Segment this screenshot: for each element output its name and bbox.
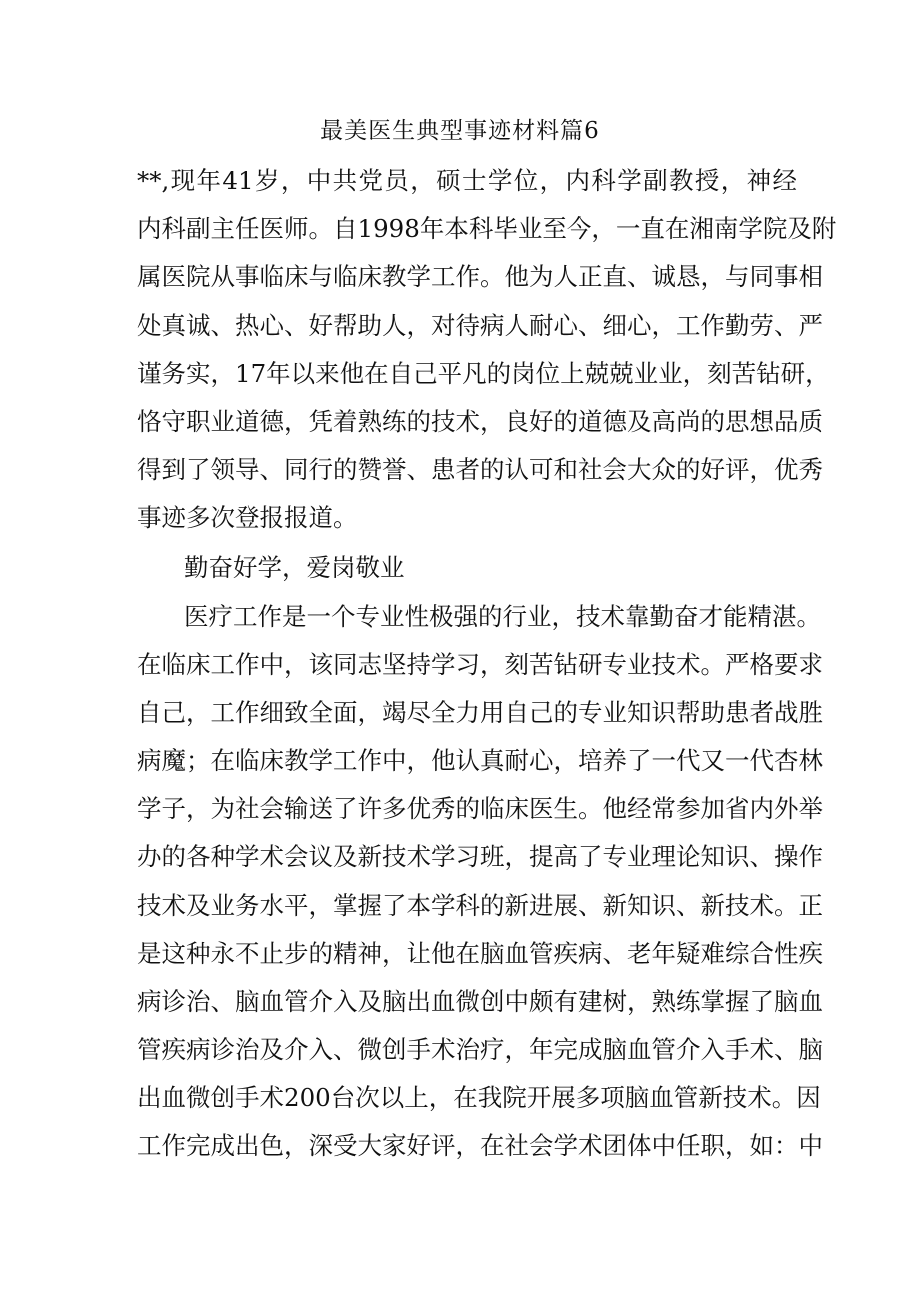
- paragraph-line: 技术及业务水平，掌握了本学科的新进展、新知识、新技术。正: [137, 891, 823, 920]
- paragraph-line: 恪守职业道德，凭着熟练的技术，良好的道德及高尚的思想品质: [137, 407, 823, 436]
- section-heading: 勤奋好学，爱岗敬业: [184, 553, 405, 582]
- paragraph-line: 得到了领导、同行的赞誉、患者的认可和社会大众的好评，优秀: [137, 455, 823, 484]
- paragraph-line: 医疗工作是一个专业性极强的行业，技术靠勤奋才能精湛。: [184, 602, 821, 631]
- paragraph-line: 工作完成出色，深受大家好评，在社会学术团体中任职，如：中: [137, 1131, 823, 1160]
- paragraph-line: 事迹多次登报报道。: [137, 503, 358, 532]
- paragraph-line: 自己，工作细致全面，竭尽全力用自己的专业知识帮助患者战胜: [137, 698, 823, 727]
- paragraph-line: 管疾病诊治及介入、微创手术治疗，年完成脑血管介入手术、脑: [137, 1035, 823, 1064]
- paragraph-line: 处真诚、热心、好帮助人，对待病人耐心、细心，工作勤劳、严: [137, 311, 823, 340]
- paragraph-line: 办的各种学术会议及新技术学习班，提高了专业理论知识、操作: [137, 842, 823, 871]
- paragraph-line: 病诊治、脑血管介入及脑出血微创中颇有建树，熟练掌握了脑血: [137, 987, 823, 1016]
- paragraph-line: 谨务实，17年以来他在自己平凡的岗位上兢兢业业，刻苦钻研，: [137, 359, 830, 388]
- paragraph-line: 学子，为社会输送了许多优秀的临床医生。他经常参加省内外举: [137, 794, 823, 823]
- paragraph-line: 出血微创手术200台次以上，在我院开展多项脑血管新技术。因: [137, 1083, 821, 1112]
- document-title: 最美医生典型事迹材料篇6: [320, 118, 600, 144]
- paragraph-line: 是这种永不止步的精神，让他在脑血管疾病、老年疑难综合性疾: [137, 939, 823, 968]
- paragraph-line: 属医院从事临床与临床教学工作。他为人正直、诚恳，与同事相: [137, 262, 823, 291]
- paragraph-line: **,现年41岁，中共党员，硕士学位，内科学副教授，神经: [137, 166, 797, 195]
- paragraph-line: 在临床工作中，该同志坚持学习，刻苦钻研专业技术。严格要求: [137, 650, 823, 679]
- paragraph-line: 病魔；在临床教学工作中，他认真耐心，培养了一代又一代杏林: [137, 746, 823, 775]
- paragraph-line: 内科副主任医师。自1998年本科毕业至今，一直在湘南学院及附: [137, 214, 837, 243]
